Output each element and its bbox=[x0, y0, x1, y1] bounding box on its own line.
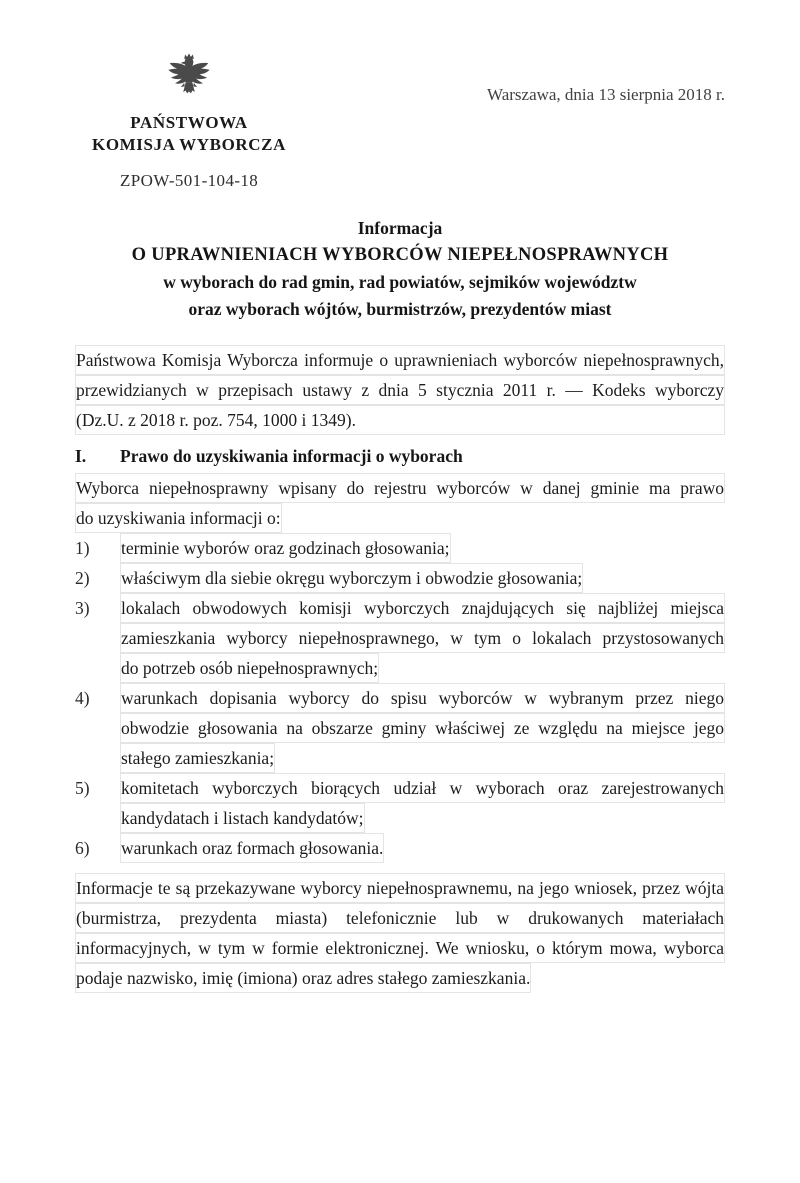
document-header bbox=[75, 52, 725, 195]
list-item-number: 1) bbox=[75, 538, 90, 558]
title-line-1: Informacja bbox=[357, 218, 443, 238]
title-line-2: O UPRAWNIENIACH WYBORCÓW NIEPEŁNOSPRAWNYCH bbox=[131, 245, 669, 265]
title-line-3: w wyborach do rad gmin, rad powiatów, sejmików województw bbox=[163, 272, 637, 292]
list-item-number: 2) bbox=[75, 568, 90, 588]
list-item-2 bbox=[75, 563, 725, 593]
list-item-body bbox=[120, 533, 725, 563]
text-line: Informacje te są przekazywane wyborcy niepełnosprawnemu, na jego wniosek, przez wójta bbox=[75, 873, 725, 903]
list-item-body bbox=[120, 593, 725, 683]
text-line: do potrzeb osób niepełnosprawnych; bbox=[120, 653, 379, 683]
text-line: zamieszkania wyborcy niepełnosprawnego, w tym o lokalach przystosowanych bbox=[120, 623, 725, 653]
text-line: kandydatach i listach kandydatów; bbox=[120, 803, 365, 833]
text-line: warunkach oraz formach głosowania. bbox=[120, 833, 384, 863]
text-line: Wyborca niepełnosprawny wpisany do rejestru wyborców w danej gminie ma prawo bbox=[75, 473, 725, 503]
list-item-1 bbox=[75, 533, 725, 563]
text-line: terminie wyborów oraz godzinach głosowania; bbox=[120, 533, 451, 563]
numbered-list bbox=[75, 533, 725, 863]
list-item-body bbox=[120, 683, 725, 773]
list-item-6 bbox=[75, 833, 725, 863]
list-item-number: 3) bbox=[75, 598, 90, 618]
text-line: obwodzie głosowania na obszarze gminy właściwej ze względu na miejsce jego bbox=[120, 713, 725, 743]
text-line: informacyjnych, w tym w formie elektronicznej. We wniosku, o którym mowa, wyborca bbox=[75, 933, 725, 963]
section-number: I. bbox=[75, 446, 87, 466]
org-name-line-2: KOMISJA WYBORCZA bbox=[92, 135, 286, 154]
text-line: (Dz.U. z 2018 r. poz. 754, 1000 i 1349). bbox=[75, 405, 725, 435]
list-item-number: 5) bbox=[75, 778, 90, 798]
list-item-body bbox=[120, 773, 725, 833]
list-item-number: 4) bbox=[75, 688, 90, 708]
title-line-4: oraz wyborach wójtów, burmistrzów, prezydentów miast bbox=[188, 299, 612, 319]
date-line: Warszawa, dnia 13 sierpnia 2018 r. bbox=[487, 85, 725, 104]
text-line: Państwowa Komisja Wyborcza informuje o uprawnieniach wyborców niepełnosprawnych, bbox=[75, 345, 725, 375]
list-item-body bbox=[120, 563, 725, 593]
issuer-block bbox=[75, 52, 303, 192]
list-item-5 bbox=[75, 773, 725, 833]
document-page bbox=[0, 52, 800, 1183]
text-line: (burmistrza, prezydenta miasta) telefonicznie lub w drukowanych materiałach bbox=[75, 903, 725, 933]
intro-paragraph bbox=[75, 345, 725, 435]
text-line: lokalach obwodowych komisji wyborczych znajdujących się najbliżej miejsca bbox=[120, 593, 725, 623]
text-line: przewidzianych w przepisach ustawy z dnia 5 stycznia 2011 r. — Kodeks wyborczy bbox=[75, 375, 725, 405]
list-item-number: 6) bbox=[75, 838, 90, 858]
section-1-lead bbox=[75, 473, 725, 533]
section-1-heading bbox=[75, 441, 725, 471]
text-line: do uzyskiwania informacji o: bbox=[75, 503, 282, 533]
section-heading-text: Prawo do uzyskiwania informacji o wyborach bbox=[120, 446, 463, 466]
list-item-4 bbox=[75, 683, 725, 773]
polish-eagle-emblem bbox=[165, 52, 213, 106]
text-line: stałego zamieszkania; bbox=[120, 743, 275, 773]
text-line: podaje nazwisko, imię (imiona) oraz adres stałego zamieszkania. bbox=[75, 963, 531, 993]
text-line: warunkach dopisania wyborcy do spisu wyborców w wybranym przez niego bbox=[120, 683, 725, 713]
document-body bbox=[75, 345, 725, 993]
closing-paragraph bbox=[75, 873, 725, 993]
document-title bbox=[75, 215, 725, 323]
text-line: właściwym dla siebie okręgu wyborczym i obwodzie głosowania; bbox=[120, 563, 583, 593]
list-item-body bbox=[120, 833, 725, 863]
text-line: komitetach wyborczych biorących udział w wyborach oraz zarejestrowanych bbox=[120, 773, 725, 803]
org-name-line-1: PAŃSTWOWA bbox=[130, 113, 248, 132]
reference-number: ZPOW-501-104-18 bbox=[120, 171, 259, 190]
list-item-3 bbox=[75, 593, 725, 683]
